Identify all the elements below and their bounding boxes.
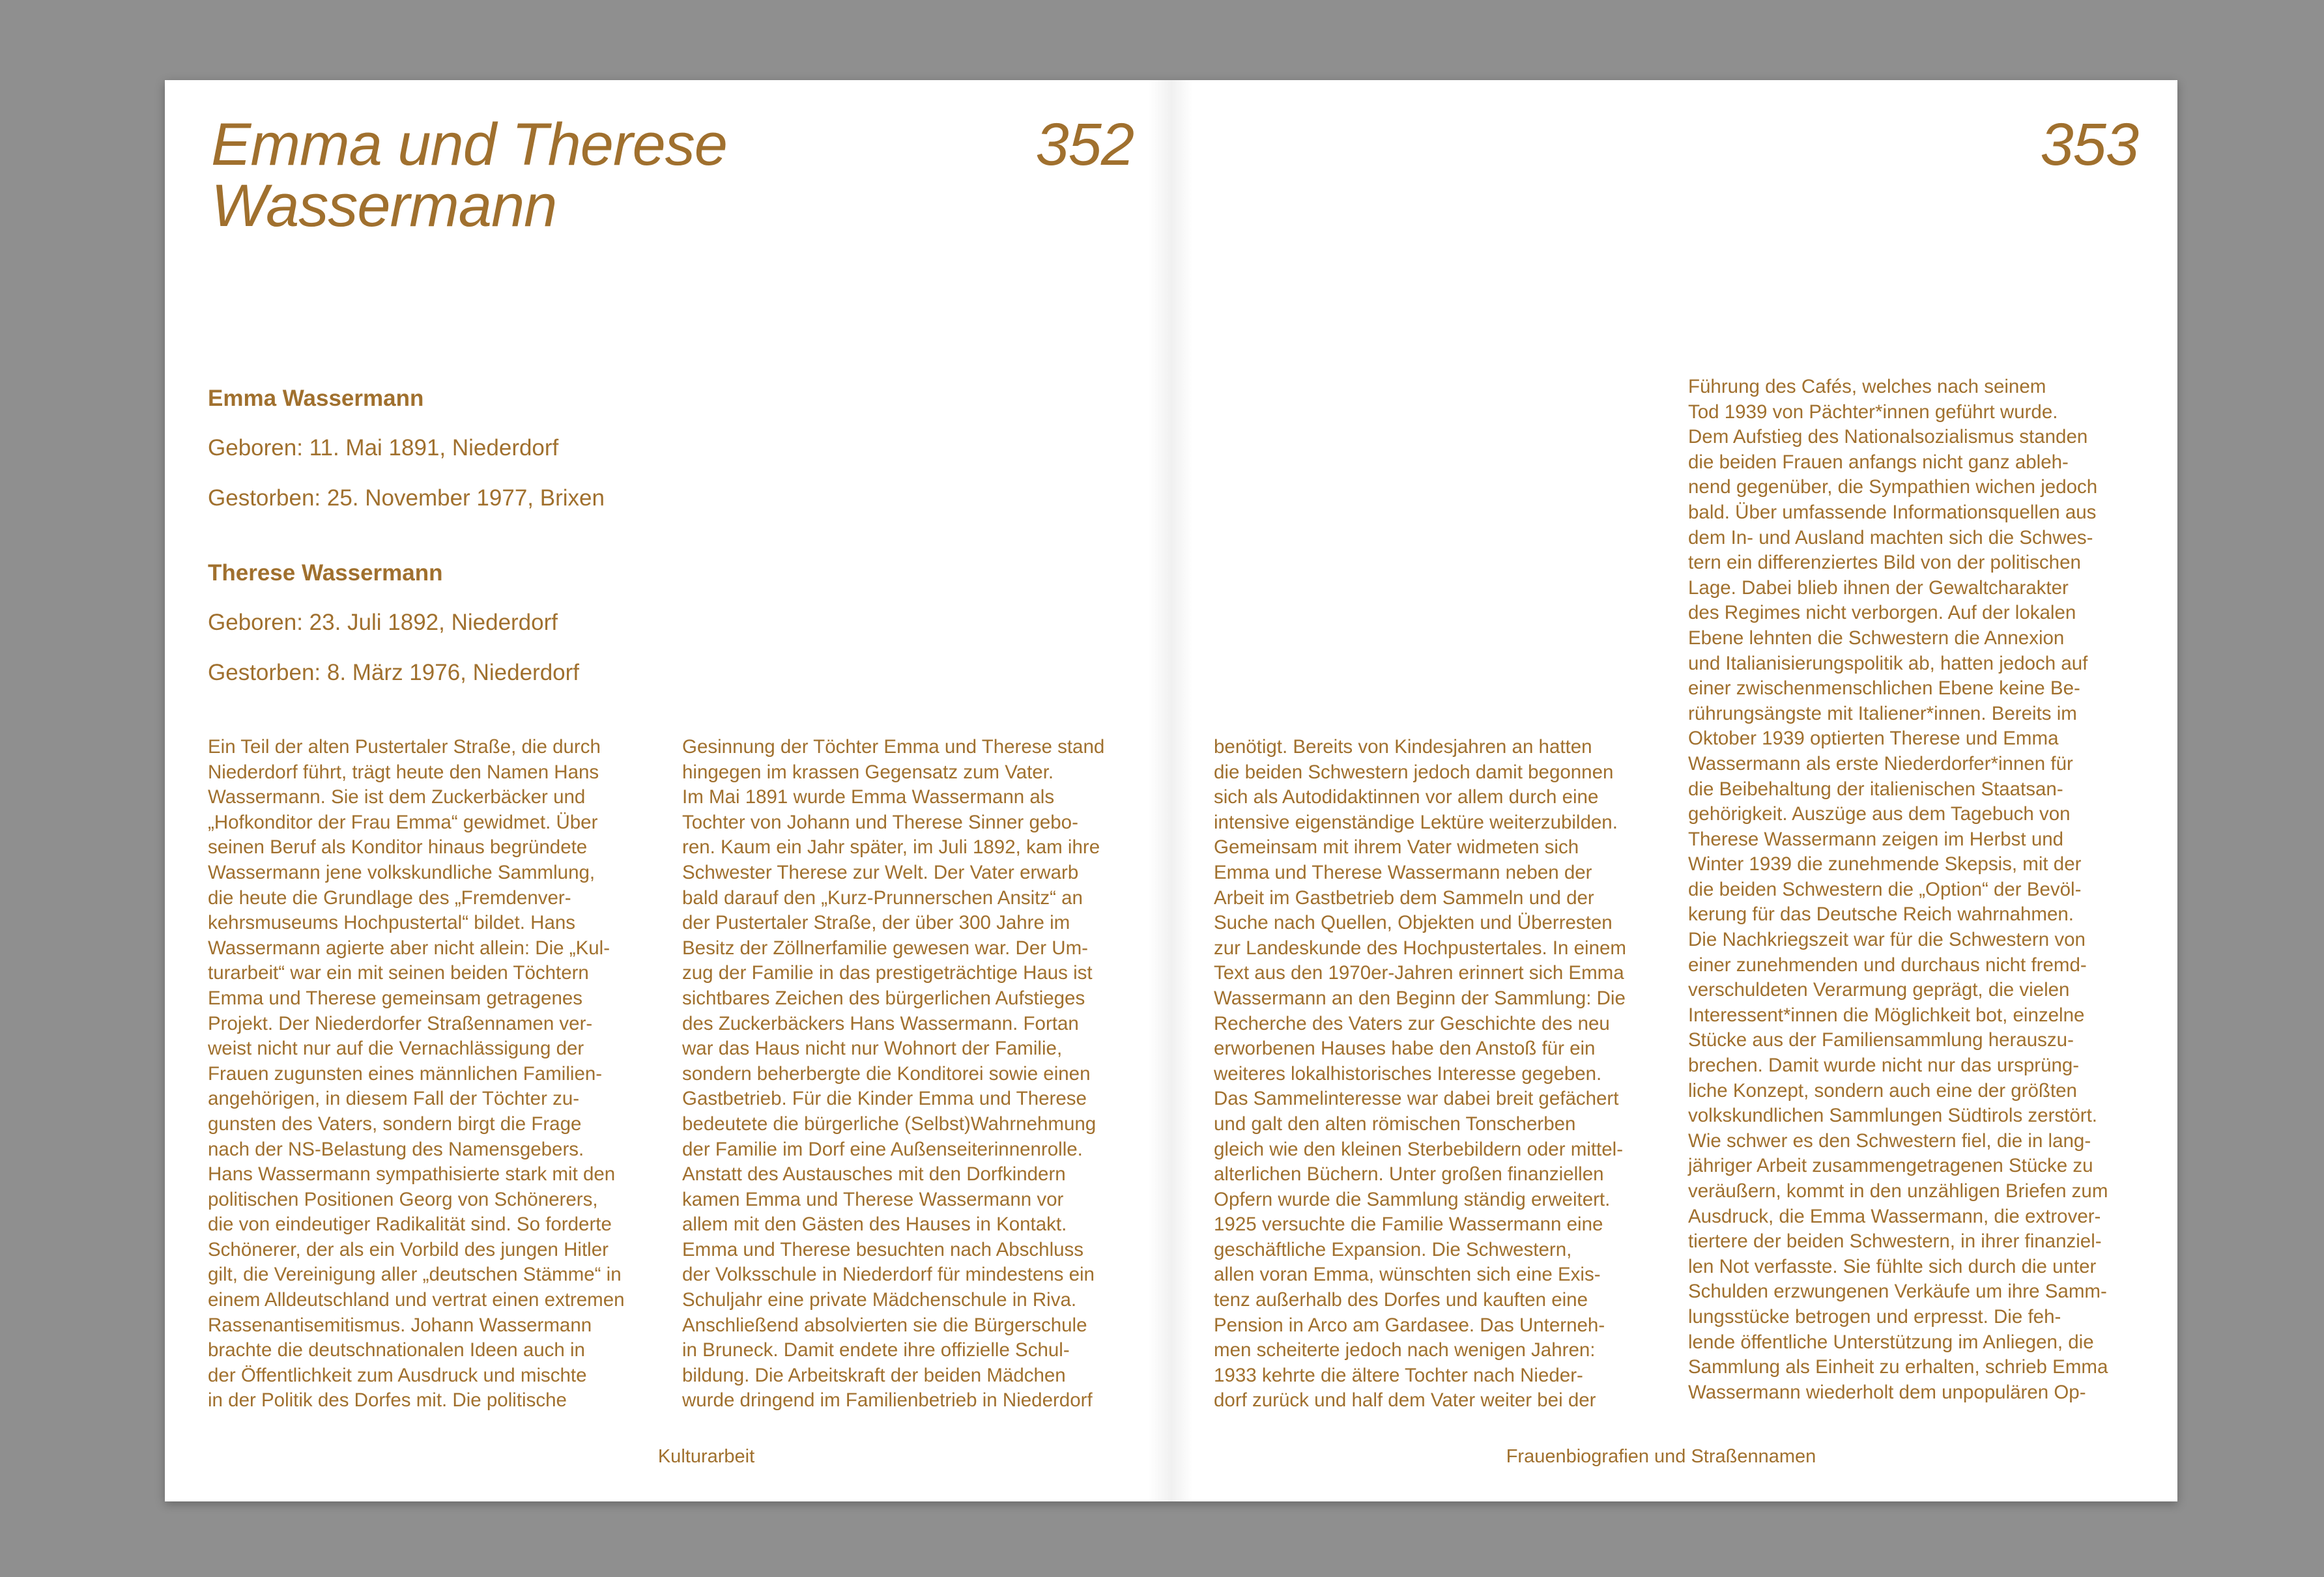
body-text-line: tiertere der beiden Schwestern, in ihrer finanziel- bbox=[1688, 1230, 2102, 1253]
body-text-line: die beiden Schwestern die „Option“ der Bevöl- bbox=[1688, 878, 2082, 900]
text-column-2 bbox=[682, 735, 1132, 1414]
text-column-1 bbox=[208, 735, 657, 1414]
body-text-line: Wassermann an den Beginn der Sammlung: Die bbox=[1214, 987, 1626, 1009]
body-text-line: Wassermann jene volkskundliche Sammlung, bbox=[208, 861, 595, 883]
body-text-line: alterlichen Büchern. Unter großen finanziellen bbox=[1214, 1163, 1604, 1186]
biography-facts bbox=[208, 375, 794, 698]
body-text-line: war das Haus nicht nur Wohnort der Familie, bbox=[682, 1038, 1063, 1060]
body-text-line: seinen Beruf als Konditor hinaus begründete bbox=[208, 836, 588, 859]
person-name: Emma Wassermann bbox=[208, 386, 424, 411]
body-text-line: lende öffentliche Unterstützung im Anliegen, die bbox=[1688, 1331, 2094, 1353]
body-text-line: sich als Autodidaktinnen vor allem durch eine bbox=[1214, 786, 1599, 808]
body-text-line: weiteres lokalhistorisches Interesse gegeben. bbox=[1214, 1062, 1602, 1085]
body-text-line: Winter 1939 die zunehmende Skepsis, mit der bbox=[1688, 853, 2082, 875]
body-text-line: kamen Emma und Therese Wassermann vor bbox=[682, 1188, 1064, 1210]
body-text-line: „Hofkonditor der Frau Emma“ gewidmet. Über bbox=[208, 811, 598, 833]
body-text-line: Wassermann als erste Niederdorfer*innen für bbox=[1688, 752, 2073, 774]
body-text-line: Arbeit im Gastbetrieb dem Sammeln und der bbox=[1214, 887, 1594, 909]
left-page bbox=[165, 80, 1171, 1501]
body-text-line: veräußern, kommt in den unzähligen Briefen zum bbox=[1688, 1180, 2108, 1202]
body-text-line: angehörigen, in diesem Fall der Töchter zu- bbox=[208, 1088, 580, 1110]
body-text-line: der Volksschule in Niederdorf für mindestens ein bbox=[682, 1264, 1095, 1286]
book-spread bbox=[165, 80, 2177, 1501]
body-text-line: Führung des Cafés, welches nach seinem bbox=[1688, 376, 2046, 397]
body-text-line: Opfern wurde die Sammlung ständig erweitert. bbox=[1214, 1188, 1611, 1210]
body-text-line: Gemeinsam mit ihrem Vater widmeten sich bbox=[1214, 836, 1579, 859]
body-text-line: Wie schwer es den Schwestern fiel, die in lang- bbox=[1688, 1129, 2091, 1152]
death-info: Gestorben: 25. November 1977, Brixen bbox=[208, 485, 605, 511]
person-name: Therese Wassermann bbox=[208, 560, 443, 586]
body-text-line: Das Sammelinteresse war dabei breit gefächert bbox=[1214, 1088, 1619, 1110]
body-text-line: Emma und Therese Wassermann neben der bbox=[1214, 861, 1592, 883]
body-text-line: volkskundlichen Sammlungen Südtirols zerstört. bbox=[1688, 1105, 2097, 1127]
right-page bbox=[1171, 80, 2177, 1501]
body-text-line: die beiden Schwestern jedoch damit begonnen bbox=[1214, 761, 1614, 783]
body-text-line: Tod 1939 von Pächter*innen geführt wurde. bbox=[1688, 401, 2058, 423]
body-text-line: 1925 versuchte die Familie Wassermann eine bbox=[1214, 1214, 1603, 1236]
body-text-line: dorf zurück und half dem Vater weiter bei der bbox=[1214, 1389, 1596, 1412]
page-title bbox=[211, 111, 727, 239]
body-text-line: Anschließend absolvierten sie die Bürgerschule bbox=[682, 1314, 1087, 1336]
body-text-line: Schönerer, der als ein Vorbild des jungen Hitler bbox=[208, 1238, 609, 1260]
body-text-line: des Regimes nicht verborgen. Auf der lokalen bbox=[1688, 602, 2076, 624]
body-text-line: Die Nachkriegszeit war für die Schwestern von bbox=[1688, 929, 2086, 951]
body-text-line: Niederdorf führt, trägt heute den Namen Hans bbox=[208, 761, 599, 783]
body-text-line: Stücke aus der Familiensammlung herauszu- bbox=[1688, 1029, 2074, 1051]
body-text-line: bildung. Die Arbeitskraft der beiden Mädchen bbox=[682, 1364, 1066, 1386]
body-text-line: len Not verfasste. Sie fühlte sich durch die unter bbox=[1688, 1255, 2097, 1277]
body-text-line: weist nicht nur auf die Vernachlässigung der bbox=[208, 1038, 584, 1060]
body-text-line: Sammlung als Einheit zu erhalten, schrieb Emma bbox=[1688, 1356, 2108, 1378]
running-footer-left: Kulturarbeit bbox=[657, 1446, 755, 1467]
body-text-line: zur Landeskunde des Hochpustertales. In einem bbox=[1214, 937, 1626, 959]
body-text-line: verschuldeten Verarmung geprägt, die vielen bbox=[1688, 979, 2070, 1001]
body-text-line: Im Mai 1891 wurde Emma Wassermann als bbox=[682, 786, 1055, 808]
body-text-line: einer zunehmenden und durchaus nicht fremd- bbox=[1688, 954, 2087, 976]
body-text-line: Therese Wassermann zeigen im Herbst und bbox=[1688, 828, 2064, 850]
body-text-line: kerung für das Deutsche Reich wahrnahmen. bbox=[1688, 903, 2074, 926]
body-text-line: einer zwischenmenschlichen Ebene keine Be- bbox=[1688, 677, 2080, 700]
body-text-line: Interessent*innen die Möglichkeit bot, einzelne bbox=[1688, 1004, 2085, 1026]
body-text-line: erworbenen Hauses habe den Anstoß für ein bbox=[1214, 1038, 1596, 1060]
body-text-line: die beiden Frauen anfangs nicht ganz ableh- bbox=[1688, 451, 2069, 473]
body-text-line: Ein Teil der alten Pustertaler Straße, die durch bbox=[208, 736, 601, 758]
body-text-line: gleich wie den kleinen Sterbebildern oder mittel- bbox=[1214, 1138, 1624, 1160]
body-text-line: Text aus den 1970er-Jahren erinnert sich Emma bbox=[1214, 962, 1624, 984]
body-text-line: Hans Wassermann sympathisierte stark mit den bbox=[208, 1163, 616, 1186]
body-text-line: Oktober 1939 optierten Therese und Emma bbox=[1688, 728, 2059, 750]
running-footer-right: Frauenbiografien und Straßennamen bbox=[1506, 1446, 1816, 1467]
body-text-line: und galt den alten römischen Tonscherben bbox=[1214, 1113, 1576, 1135]
body-text-line: Emma und Therese gemeinsam getragenes bbox=[208, 987, 583, 1009]
body-text-line: brechen. Damit wurde nicht nur das ursprüng- bbox=[1688, 1055, 2080, 1077]
body-text-line: intensive eigenständige Lektüre weiterzubilden. bbox=[1214, 811, 1618, 833]
body-text-line: Ausdruck, die Emma Wassermann, die extrover- bbox=[1688, 1205, 2101, 1227]
body-text-line: des Zuckerbäckers Hans Wassermann. Fortan bbox=[682, 1012, 1079, 1034]
body-text-line: bald darauf den „Kurz-Prunnerschen Ansitz“ an bbox=[682, 887, 1083, 909]
body-text-line: Wassermann wiederholt dem unpopulären Op- bbox=[1688, 1381, 2086, 1403]
body-text-line: 1933 kehrte die ältere Tochter nach Nieder- bbox=[1214, 1364, 1583, 1386]
body-text-line: Wassermann agierte aber nicht allein: Die „Kul- bbox=[208, 937, 610, 959]
body-text-line: Tochter von Johann und Therese Sinner gebo- bbox=[682, 811, 1078, 833]
body-text-line: die heute die Grundlage des „Fremdenver- bbox=[208, 887, 571, 909]
body-text-line: Projekt. Der Niederdorfer Straßennamen ver- bbox=[208, 1012, 593, 1034]
body-text-line: gilt, die Vereinigung aller „deutschen Stämme“ in bbox=[208, 1264, 622, 1286]
title-line: Emma und Therese bbox=[211, 111, 727, 178]
body-text-line: gunsten des Vaters, sondern birgt die Frage bbox=[208, 1113, 582, 1135]
body-text-line: einem Alldeutschland und vertrat einen extremen bbox=[208, 1289, 625, 1311]
body-text-line: men scheiterte jedoch nach wenigen Jahren: bbox=[1214, 1339, 1596, 1361]
body-text-line: gehörigkeit. Auszüge aus dem Tagebuch von bbox=[1688, 803, 2071, 825]
body-text-line: bald. Über umfassende Informationsquellen aus bbox=[1688, 501, 2097, 523]
body-text-line: Lage. Dabei blieb ihnen der Gewaltcharakter bbox=[1688, 576, 2069, 599]
body-text-line: und Italianisierungspolitik ab, hatten jedoch auf bbox=[1688, 652, 2088, 674]
body-text-line: bedeutete die bürgerliche (Selbst)Wahrnehmung bbox=[682, 1113, 1097, 1135]
death-info: Gestorben: 8. März 1976, Niederdorf bbox=[208, 660, 580, 685]
body-text-line: tenz außerhalb des Dorfes und kauften eine bbox=[1214, 1289, 1588, 1311]
body-text-line: allem mit den Gästen des Hauses in Kontakt. bbox=[682, 1214, 1067, 1236]
page-number-right: 353 bbox=[2040, 111, 2138, 178]
body-text-line: Schulden erzwungenen Verkäufe um ihre Samm- bbox=[1688, 1281, 2107, 1303]
body-text-line: Schwester Therese zur Welt. Der Vater erwarb bbox=[682, 861, 1079, 883]
body-text-line: dem In- und Ausland machten sich die Schwes- bbox=[1688, 526, 2093, 548]
title-line: Wassermann bbox=[211, 173, 557, 239]
body-text-line: benötigt. Bereits von Kindesjahren an hatten bbox=[1214, 736, 1592, 758]
body-text-line: nach der NS-Belastung des Namensgebers. bbox=[208, 1138, 584, 1160]
body-text-line: in der Politik des Dorfes mit. Die politische bbox=[208, 1389, 567, 1412]
body-text-line: Besitz der Zöllnerfamilie gewesen war. Der Um- bbox=[682, 937, 1088, 959]
text-column-3 bbox=[1214, 735, 1663, 1414]
page-number-left: 352 bbox=[1035, 111, 1134, 178]
body-text-line: Rassenantisemitismus. Johann Wassermann bbox=[208, 1314, 592, 1336]
body-text-line: ren. Kaum ein Jahr später, im Juli 1892, kam ihre bbox=[682, 836, 1100, 859]
body-text-line: Wassermann. Sie ist dem Zuckerbäcker und bbox=[208, 786, 586, 808]
body-text-line: die Beibehaltung der italienischen Staatsan- bbox=[1688, 778, 2063, 800]
body-text-line: sichtbares Zeichen des bürgerlichen Aufstieges bbox=[682, 987, 1085, 1009]
body-text-line: die von eindeutiger Radikalität sind. So forderte bbox=[208, 1214, 612, 1236]
body-text-line: geschäftliche Expansion. Die Schwestern, bbox=[1214, 1238, 1572, 1260]
body-text-line: sondern beherbergte die Konditorei sowie einen bbox=[682, 1062, 1091, 1085]
body-text-line: kehrsmuseums Hochpustertal“ bildet. Hans bbox=[208, 912, 576, 934]
body-text-line: der Familie im Dorf eine Außenseiterinnenrolle. bbox=[682, 1138, 1083, 1160]
body-text-line: hingegen im krassen Gegensatz zum Vater. bbox=[682, 761, 1054, 783]
body-text-line: Ebene lehnten die Schwestern die Annexion bbox=[1688, 627, 2065, 649]
body-text-line: wurde dringend im Familienbetrieb in Niederdorf bbox=[682, 1389, 1093, 1412]
body-text-line: Suche nach Quellen, Objekten und Überresten bbox=[1214, 912, 1613, 934]
body-text-line: nend gegenüber, die Sympathien wichen jedoch bbox=[1688, 476, 2098, 498]
body-text-line: lungsstücke betrogen und erpresst. Die feh- bbox=[1688, 1305, 2061, 1328]
body-text-line: turarbeit“ war ein mit seinen beiden Töchtern bbox=[208, 962, 589, 984]
body-text-line: Frauen zugunsten eines männlichen Familien- bbox=[208, 1062, 603, 1085]
body-text-line: der Pustertaler Straße, der über 300 Jahre im bbox=[682, 912, 1070, 934]
birth-info: Geboren: 23. Juli 1892, Niederdorf bbox=[208, 610, 558, 635]
body-text-line: liche Konzept, sondern auch eine der größten bbox=[1688, 1079, 2077, 1101]
body-text-line: zug der Familie in das prestigeträchtige Haus ist bbox=[682, 962, 1093, 984]
body-text-line: Pension in Arco am Gardasee. Das Unterneh- bbox=[1214, 1314, 1605, 1336]
body-text-line: brachte die deutschnationalen Ideen auch in bbox=[208, 1339, 585, 1361]
body-text-line: Gesinnung der Töchter Emma und Therese stand bbox=[682, 736, 1105, 758]
body-text-line: Emma und Therese besuchten nach Abschluss bbox=[682, 1238, 1084, 1260]
text-column-4 bbox=[1688, 375, 2138, 1405]
body-text-line: Anstatt des Austausches mit den Dorfkindern bbox=[682, 1163, 1066, 1186]
body-text-line: Schuljahr eine private Mädchenschule in Riva. bbox=[682, 1289, 1077, 1311]
body-text-line: tern ein differenziertes Bild von der politischen bbox=[1688, 552, 2081, 574]
body-text-line: Dem Aufstieg des Nationalsozialismus standen bbox=[1688, 426, 2088, 448]
body-text-line: der Öffentlichkeit zum Ausdruck und mischte bbox=[208, 1364, 587, 1386]
body-text-line: in Bruneck. Damit endete ihre offizielle Schul- bbox=[682, 1339, 1070, 1361]
body-text-line: allen voran Emma, wünschten sich eine Exis- bbox=[1214, 1264, 1601, 1286]
body-text-line: Gastbetrieb. Für die Kinder Emma und Therese bbox=[682, 1088, 1087, 1110]
body-text-line: Recherche des Vaters zur Geschichte des neu bbox=[1214, 1012, 1610, 1034]
birth-info: Geboren: 11. Mai 1891, Niederdorf bbox=[208, 435, 559, 461]
body-text-line: politischen Positionen Georg von Schönerers, bbox=[208, 1188, 598, 1210]
body-text-line: jähriger Arbeit zusammengetragenen Stücke zu bbox=[1688, 1155, 2093, 1177]
body-text-line: rührungsängste mit Italiener*innen. Bereits im bbox=[1688, 702, 2077, 724]
